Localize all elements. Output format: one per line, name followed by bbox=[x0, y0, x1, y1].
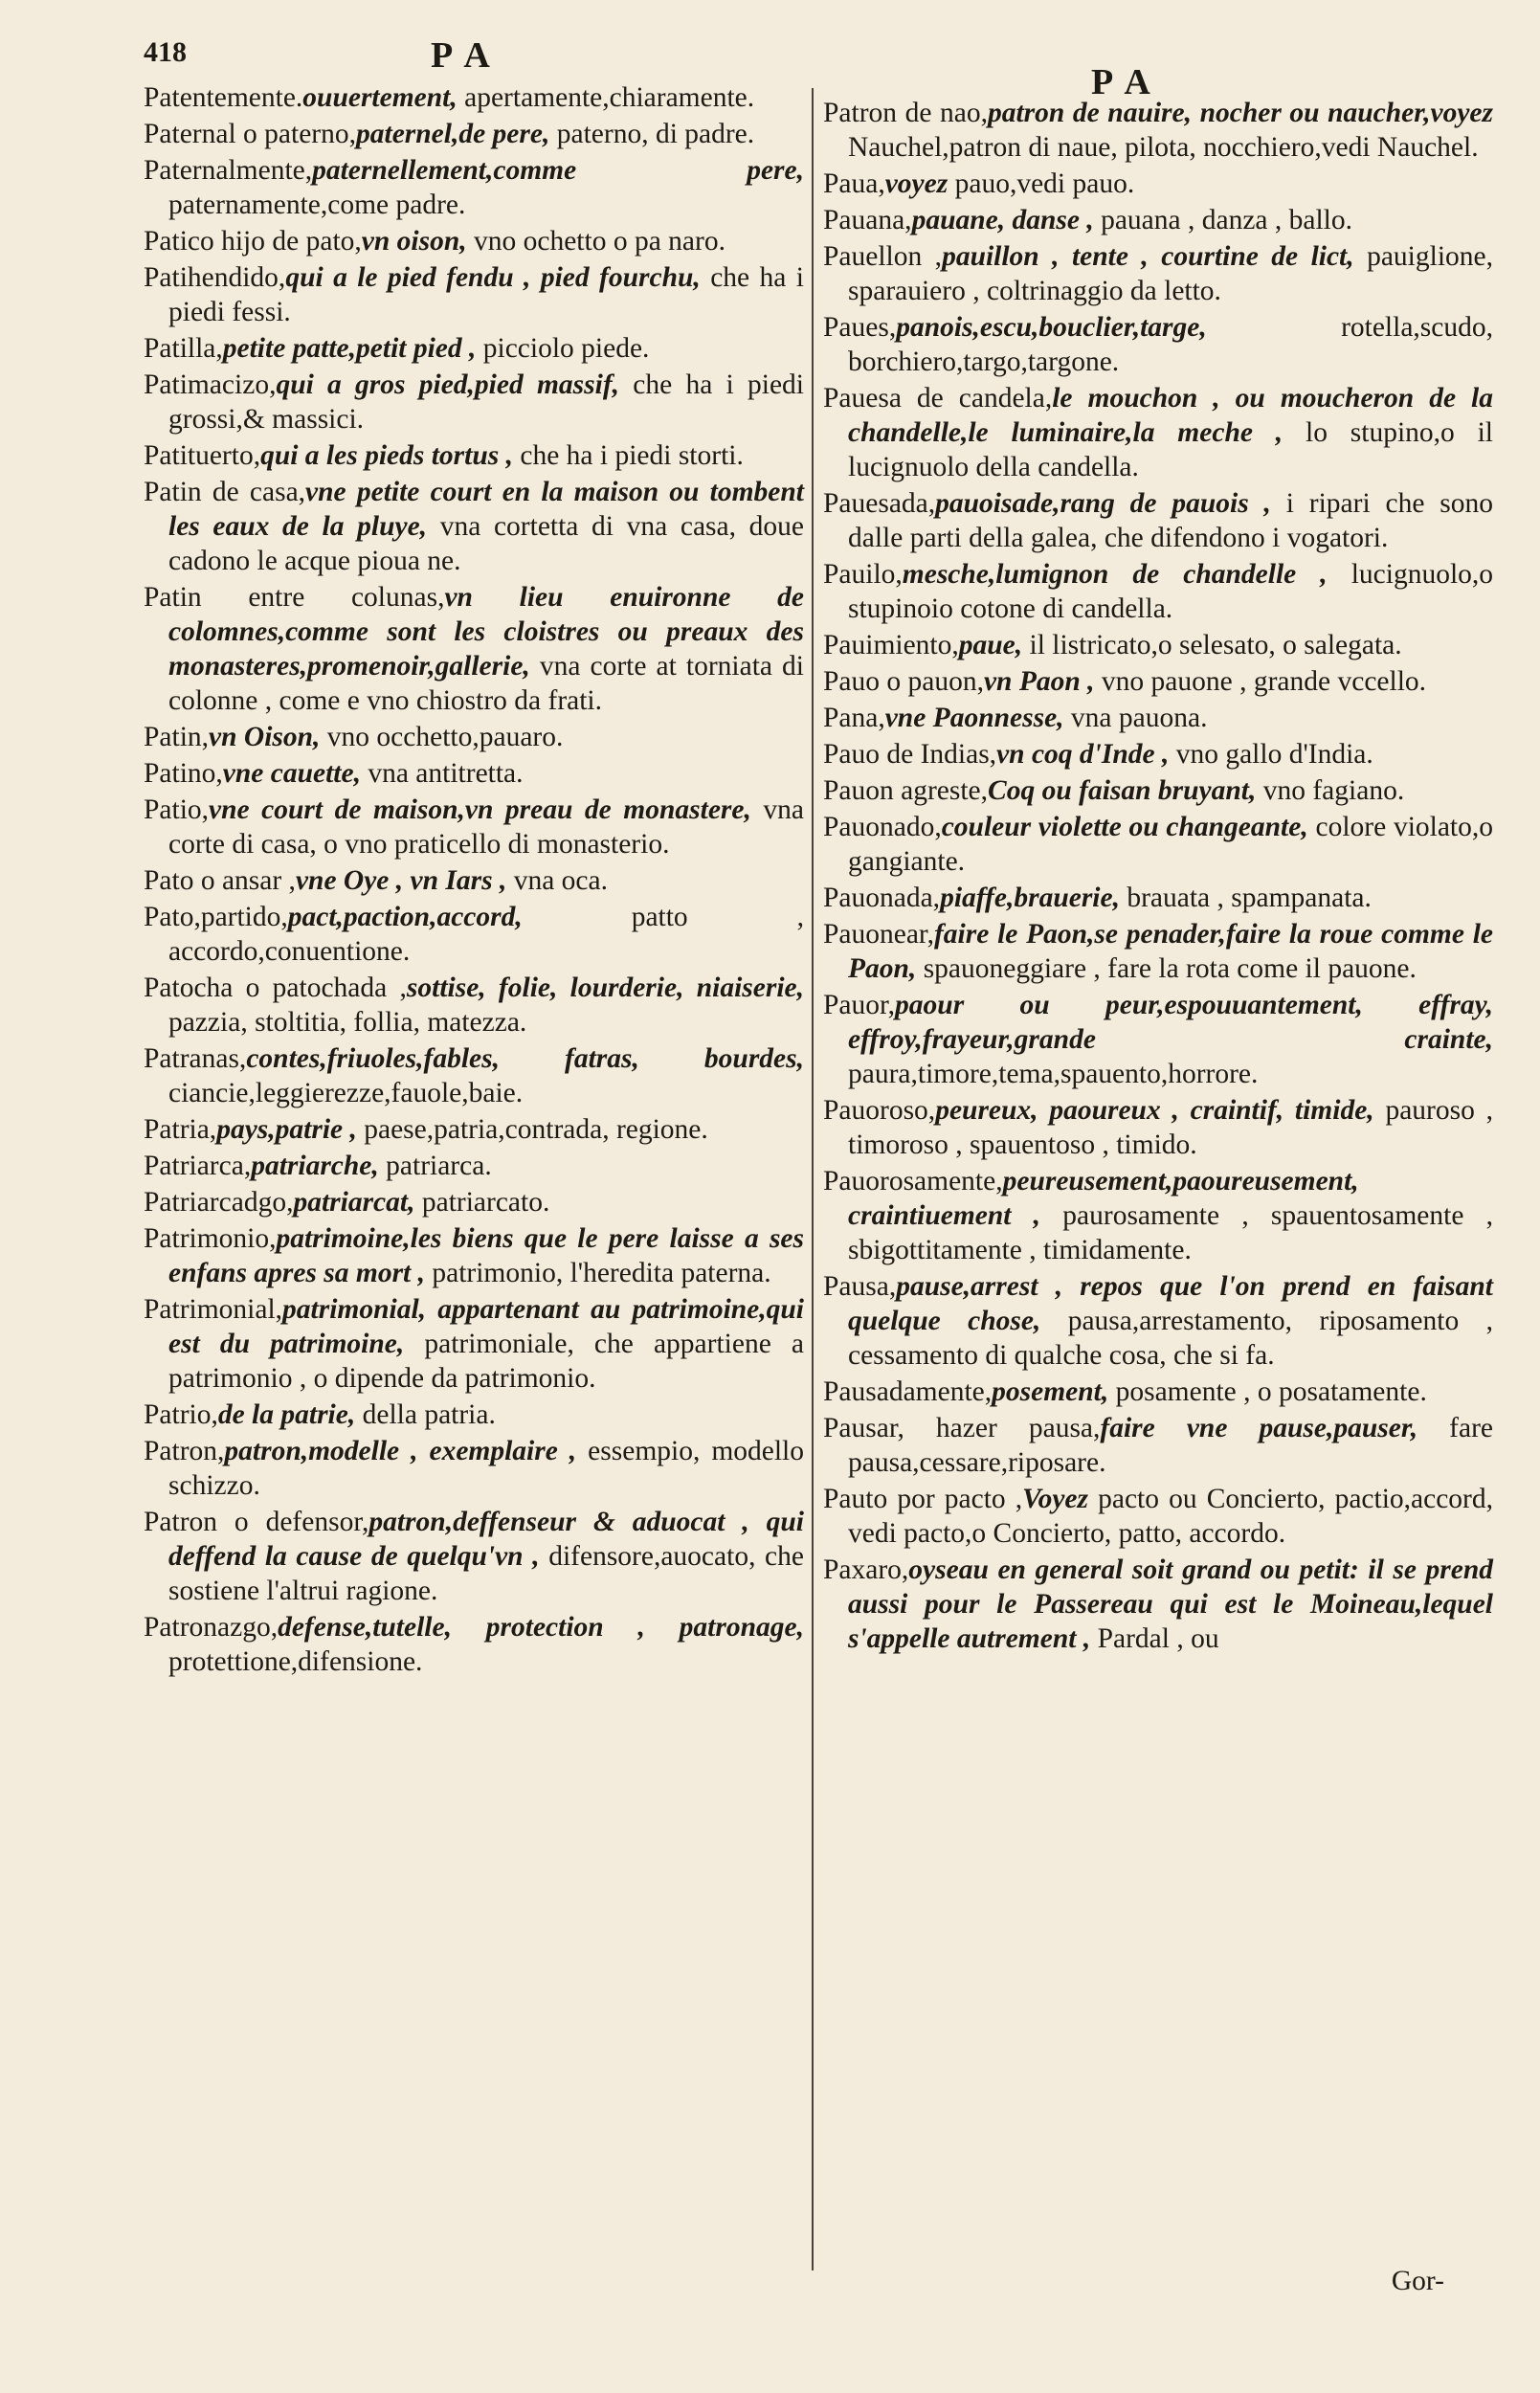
italian-gloss: pauana , danza , ballo. bbox=[1101, 205, 1352, 235]
french-gloss: qui a les pieds tortus , bbox=[260, 440, 513, 471]
dictionary-entry bbox=[823, 1093, 1493, 1162]
headword: Patron de nao, bbox=[823, 98, 988, 128]
french-gloss: piaffe,brauerie, bbox=[940, 883, 1120, 913]
headword: Pauorosamente, bbox=[823, 1166, 1003, 1196]
dictionary-entry bbox=[144, 368, 804, 436]
headword: Patriarcadgo, bbox=[144, 1187, 294, 1218]
dictionary-entry bbox=[823, 1269, 1493, 1373]
dictionary-entry bbox=[144, 153, 804, 222]
french-gloss: pauillon , tente , courtine de lict, bbox=[942, 241, 1354, 272]
dictionary-entry bbox=[823, 737, 1493, 772]
italian-gloss: difensore,auocato, che sostiene l'altrui ragione. bbox=[168, 1541, 804, 1606]
french-gloss: patron,deffenseur & aduocat , qui deffend la cause de quelqu'vn , bbox=[168, 1507, 805, 1572]
french-gloss: de la patrie, bbox=[217, 1399, 356, 1430]
french-gloss: pauane, danse , bbox=[911, 205, 1094, 235]
dictionary-entry bbox=[144, 80, 804, 115]
italian-gloss: spauoneggiare , fare la rota come il pauone. bbox=[923, 953, 1417, 984]
dictionary-entry bbox=[144, 1221, 804, 1290]
french-gloss: vn coq d'Inde , bbox=[996, 739, 1170, 770]
dictionary-entry bbox=[144, 1041, 804, 1110]
french-gloss: faire le Paon,se penader,faire la roue comme le Paon, bbox=[848, 919, 1493, 984]
headword: Pauoroso, bbox=[823, 1095, 936, 1126]
french-gloss: mesche,lumignon de chandelle , bbox=[902, 559, 1328, 590]
french-gloss: vn oison, bbox=[361, 226, 467, 257]
headword: Patrio, bbox=[144, 1399, 218, 1430]
headword: Patin entre colunas, bbox=[144, 582, 445, 613]
dictionary-entry bbox=[144, 756, 804, 791]
headword: Patimacizo, bbox=[144, 369, 277, 400]
headword: Paternalmente, bbox=[144, 155, 313, 186]
dictionary-entry bbox=[823, 310, 1493, 379]
dictionary-entry bbox=[144, 1610, 804, 1679]
headword: Pauo o pauon, bbox=[823, 666, 984, 697]
french-gloss: patron,modelle , exemplaire , bbox=[224, 1436, 577, 1466]
italian-gloss: il listricato,o selesato, o salegata. bbox=[1029, 630, 1402, 660]
headword: Pauana, bbox=[823, 205, 912, 235]
italian-gloss: fare pausa,cessare,riposare. bbox=[848, 1413, 1494, 1478]
page-number: 418 bbox=[144, 36, 187, 68]
french-gloss: paternel,de pere, bbox=[356, 119, 550, 149]
running-head-right: PA bbox=[1091, 62, 1164, 102]
french-gloss: le mouchon , ou moucheron de la chandelle,le luminaire,la meche , bbox=[848, 383, 1493, 448]
dictionary-entry bbox=[144, 1112, 804, 1147]
french-gloss: contes,friuoles,fables, fatras, bourdes, bbox=[246, 1043, 804, 1074]
dictionary-entry bbox=[144, 1398, 804, 1432]
headword: Paternal o paterno, bbox=[144, 119, 356, 149]
dictionary-entry bbox=[823, 96, 1493, 165]
italian-gloss: vno ochetto o pa naro. bbox=[473, 226, 725, 257]
headword: Pana, bbox=[823, 703, 885, 733]
italian-gloss: brauata , spampanata. bbox=[1127, 883, 1372, 913]
french-gloss: vne court de maison,vn preau de monastere, bbox=[209, 794, 751, 825]
headword: Patranas, bbox=[144, 1043, 247, 1074]
italian-gloss: ciancie,leggierezze,fauole,baie. bbox=[168, 1078, 524, 1108]
italian-gloss: vna corte di casa, o vno praticello di monasterio. bbox=[168, 794, 804, 860]
dictionary-entry bbox=[144, 900, 804, 969]
dictionary-entry bbox=[144, 863, 804, 898]
french-gloss: Coq ou faisan bruyant, bbox=[988, 775, 1257, 806]
italian-gloss: pauo,vedi pauo. bbox=[954, 168, 1135, 199]
french-gloss: Voyez bbox=[1022, 1484, 1088, 1514]
dictionary-entry bbox=[823, 988, 1493, 1091]
dictionary-entry bbox=[823, 486, 1493, 555]
headword: Patria, bbox=[144, 1114, 217, 1145]
french-gloss: vn lieu enuironne de colomnes,comme sont les cloistres ou preaux des monasteres,promenoir,gallerie, bbox=[168, 582, 804, 682]
italian-gloss: paterno, di padre. bbox=[556, 119, 755, 149]
headword: Patriarca, bbox=[144, 1151, 252, 1181]
right-column bbox=[823, 96, 1493, 1658]
headword: Patocha o patochada , bbox=[144, 973, 407, 1003]
italian-gloss: vna cortetta di vna casa, doue cadono le acque pioua ne. bbox=[168, 511, 804, 576]
dictionary-entry bbox=[144, 475, 804, 578]
catchword: Gor- bbox=[1391, 2266, 1444, 2296]
headword: Patihendido, bbox=[144, 262, 286, 293]
french-gloss: qui a le pied fendu , pied fourchu, bbox=[285, 262, 701, 293]
italian-gloss: patriarcato. bbox=[421, 1187, 550, 1218]
italian-gloss: paurosamente , spauentosamente , sbigottitamente , timidamente. bbox=[848, 1200, 1494, 1265]
dictionary-entry bbox=[144, 438, 804, 473]
headword: Pauonada, bbox=[823, 883, 941, 913]
italian-gloss: vna oca. bbox=[513, 865, 608, 896]
italian-gloss: rotella,scudo, borchiero,targo,targone. bbox=[848, 312, 1493, 377]
french-gloss: vne Paonnesse, bbox=[884, 703, 1064, 733]
headword: Patentemente. bbox=[144, 82, 303, 113]
italian-gloss: Nauchel,patron di naue, pilota, nocchiero,vedi Nauchel. bbox=[848, 132, 1479, 163]
headword: Pauesa de candela, bbox=[823, 383, 1053, 414]
italian-gloss: che ha i piedi grossi,& massici. bbox=[168, 369, 804, 435]
headword: Patio, bbox=[144, 794, 210, 825]
dictionary-entry bbox=[823, 664, 1493, 699]
dictionary-entry bbox=[144, 224, 804, 258]
italian-gloss: della patria. bbox=[362, 1399, 496, 1430]
headword: Pato o ansar , bbox=[144, 865, 296, 896]
italian-gloss: posamente , o posatamente. bbox=[1115, 1376, 1427, 1407]
dictionary-entry bbox=[144, 1149, 804, 1183]
headword: Pauonear, bbox=[823, 919, 934, 950]
french-gloss: patriarche, bbox=[251, 1151, 379, 1181]
italian-gloss: i ripari che sono dalle parti della galea, che difendono i vogatori. bbox=[848, 488, 1494, 553]
headword: Pauellon , bbox=[823, 241, 943, 272]
italian-gloss: lo stupino,o il lucignuolo della candella. bbox=[848, 417, 1494, 482]
french-gloss: defense,tutelle, protection , patronage, bbox=[278, 1612, 804, 1643]
dictionary-entry bbox=[144, 1185, 804, 1219]
headword: Pauonado, bbox=[823, 812, 942, 842]
headword: Pausa, bbox=[823, 1271, 897, 1302]
headword: Patron o defensor, bbox=[144, 1507, 369, 1537]
italian-gloss: pazzia, stoltitia, follia, matezza. bbox=[168, 1007, 527, 1038]
dictionary-entry bbox=[823, 381, 1493, 484]
french-gloss: sottise, folie, lourderie, niaiserie, bbox=[406, 973, 804, 1003]
italian-gloss: patrimoniale, che appartiene a patrimonio , o dipende da patrimonio. bbox=[168, 1329, 804, 1394]
headword: Pauimiento, bbox=[823, 630, 959, 660]
italian-gloss: pacto ou Concierto, pactio,accord, vedi pacto,o Concierto, patto, accordo. bbox=[848, 1484, 1493, 1549]
headword: Paua, bbox=[823, 168, 885, 199]
italian-gloss: patto , accordo,conuentione. bbox=[168, 902, 804, 967]
dictionary-entry bbox=[144, 580, 804, 718]
headword: Patrimonio, bbox=[144, 1223, 277, 1254]
french-gloss: patrimonial, appartenant au patrimoine,qui est du patrimoine, bbox=[168, 1294, 804, 1359]
left-column bbox=[144, 80, 804, 1681]
headword: Patin de casa, bbox=[144, 477, 306, 507]
italian-gloss: pauroso , timoroso , spauentoso , timido. bbox=[848, 1095, 1493, 1160]
italian-gloss: picciolo piede. bbox=[482, 333, 650, 364]
italian-gloss: vna corte at torniata di colonne , come e vno chiostro da frati. bbox=[168, 651, 804, 716]
dictionary-entry bbox=[823, 917, 1493, 986]
italian-gloss: pausa,arrestamento, riposamento , cessamento di qualche cosa, che si fa. bbox=[848, 1306, 1493, 1371]
french-gloss: panois,escu,bouclier,targe, bbox=[896, 312, 1207, 343]
french-gloss: posement, bbox=[992, 1376, 1109, 1407]
headword: Patronazgo, bbox=[144, 1612, 279, 1643]
dictionary-entry bbox=[823, 1375, 1493, 1409]
dictionary-entry bbox=[144, 117, 804, 151]
french-gloss: oyseau en general soit grand ou petit: il se prend aussi pour le Passereau qui est le Moineau,lequel s'appelle autrement , bbox=[848, 1554, 1493, 1654]
french-gloss: paternellement,comme pere, bbox=[312, 155, 804, 186]
french-gloss: peureux, paoureux , craintif, timide, bbox=[935, 1095, 1374, 1126]
french-gloss: couleur violette ou changeante, bbox=[941, 812, 1308, 842]
headword: Pausar, hazer pausa, bbox=[823, 1413, 1101, 1443]
headword: Patin, bbox=[144, 722, 210, 752]
dictionary-entry bbox=[144, 1505, 804, 1608]
headword: Paxaro, bbox=[823, 1554, 909, 1585]
italian-gloss: che ha i piedi storti. bbox=[520, 440, 744, 471]
dictionary-entry bbox=[144, 793, 804, 861]
headword: Pauesada, bbox=[823, 488, 936, 519]
dictionary-entry bbox=[823, 1411, 1493, 1480]
dictionary-entry bbox=[823, 1482, 1493, 1551]
dictionary-entry bbox=[823, 239, 1493, 308]
french-gloss: faire vne pause,pauser, bbox=[1100, 1413, 1418, 1443]
headword: Pauon agreste, bbox=[823, 775, 989, 806]
dictionary-entry bbox=[144, 720, 804, 754]
french-gloss: paue, bbox=[958, 630, 1023, 660]
french-gloss: vne petite court en la maison ou tombent les eaux de la pluye, bbox=[168, 477, 805, 542]
dictionary-entry bbox=[823, 557, 1493, 626]
dictionary-entry bbox=[144, 1292, 804, 1396]
italian-gloss: patrimonio, l'heredita paterna. bbox=[432, 1258, 771, 1288]
french-gloss: patrimoine,les biens que le pere laisse a ses enfans apres sa mort , bbox=[168, 1223, 804, 1288]
headword: Pauto por pacto , bbox=[823, 1484, 1023, 1514]
french-gloss: vn Oison, bbox=[209, 722, 321, 752]
headword: Pato,partido, bbox=[144, 902, 288, 932]
running-head-left: PA bbox=[431, 35, 503, 76]
french-gloss: voyez bbox=[884, 168, 949, 199]
headword: Patituerto, bbox=[144, 440, 261, 471]
dictionary-entry bbox=[144, 331, 804, 366]
italian-gloss: vna antitretta. bbox=[368, 758, 524, 789]
dictionary-entry bbox=[823, 810, 1493, 879]
dictionary-entry bbox=[144, 1434, 804, 1503]
headword: Patrimonial, bbox=[144, 1294, 283, 1325]
italian-gloss: vno occhetto,pauaro. bbox=[326, 722, 564, 752]
dictionary-entry bbox=[823, 1553, 1493, 1656]
headword: Pauo de Indias, bbox=[823, 739, 997, 770]
headword: Pauor, bbox=[823, 990, 896, 1020]
french-gloss: paour ou peur,espouuantement, effray, effroy,frayeur,grande crainte, bbox=[848, 990, 1493, 1055]
italian-gloss: paternamente,come padre. bbox=[168, 190, 466, 220]
italian-gloss: vna pauona. bbox=[1070, 703, 1208, 733]
headword: Patilla, bbox=[144, 333, 223, 364]
french-gloss: vne cauette, bbox=[222, 758, 361, 789]
dictionary-entry bbox=[823, 881, 1493, 915]
headword: Patico hijo de pato, bbox=[144, 226, 362, 257]
headword: Patino, bbox=[144, 758, 223, 789]
french-gloss: patron de nauire, nocher ou naucher,voyez bbox=[987, 98, 1493, 128]
dictionary-entry bbox=[823, 203, 1493, 237]
french-gloss: ouuertement, bbox=[302, 82, 458, 113]
italian-gloss: vno fagiano. bbox=[1262, 775, 1405, 806]
italian-gloss: colore violato,o gangiante. bbox=[848, 812, 1494, 877]
french-gloss: petite patte,petit pied , bbox=[222, 333, 477, 364]
dictionary-entry bbox=[823, 1164, 1493, 1267]
italian-gloss: vno pauone , grande vccello. bbox=[1101, 666, 1427, 697]
italian-gloss: paese,patria,contrada, regione. bbox=[364, 1114, 708, 1145]
french-gloss: pays,patrie , bbox=[216, 1114, 357, 1145]
dictionary-entry bbox=[823, 628, 1493, 662]
headword: Pauilo, bbox=[823, 559, 903, 590]
italian-gloss: protettione,difensione. bbox=[168, 1646, 423, 1677]
french-gloss: pause,arrest , repos que l'on prend en faisant quelque chose, bbox=[848, 1271, 1493, 1336]
french-gloss: patriarcat, bbox=[293, 1187, 415, 1218]
headword: Pausadamente, bbox=[823, 1376, 993, 1407]
italian-gloss: lucignuolo,o stupinoio cotone di candella. bbox=[848, 559, 1494, 624]
french-gloss: vn Paon , bbox=[983, 666, 1095, 697]
italian-gloss: Pardal , ou bbox=[1097, 1623, 1219, 1654]
dictionary-entry bbox=[144, 971, 804, 1040]
french-gloss: pauoisade,rang de pauois , bbox=[935, 488, 1271, 519]
french-gloss: pact,paction,accord, bbox=[287, 902, 523, 932]
italian-gloss: patriarca. bbox=[386, 1151, 492, 1181]
dictionary-entry bbox=[823, 773, 1493, 808]
headword: Patron, bbox=[144, 1436, 225, 1466]
french-gloss: vne Oye , vn Iars , bbox=[295, 865, 507, 896]
italian-gloss: apertamente,chiaramente. bbox=[464, 82, 755, 113]
dictionary-entry bbox=[823, 701, 1493, 735]
italian-gloss: che ha i piedi fessi. bbox=[168, 262, 805, 327]
dictionary-entry bbox=[823, 167, 1493, 201]
french-gloss: peureusement,paoureusement, craintiuement , bbox=[848, 1166, 1359, 1231]
italian-gloss: vno gallo d'India. bbox=[1175, 739, 1373, 770]
dictionary-entry bbox=[144, 260, 804, 329]
column-divider bbox=[812, 88, 814, 2270]
italian-gloss: essempio, modello schizzo. bbox=[168, 1436, 804, 1501]
italian-gloss: pauiglione, sparauiero , coltrinaggio da letto. bbox=[848, 241, 1493, 306]
italian-gloss: paura,timore,tema,spauento,horrore. bbox=[848, 1059, 1259, 1089]
headword: Paues, bbox=[823, 312, 897, 343]
french-gloss: qui a gros pied,pied massif, bbox=[276, 369, 620, 400]
